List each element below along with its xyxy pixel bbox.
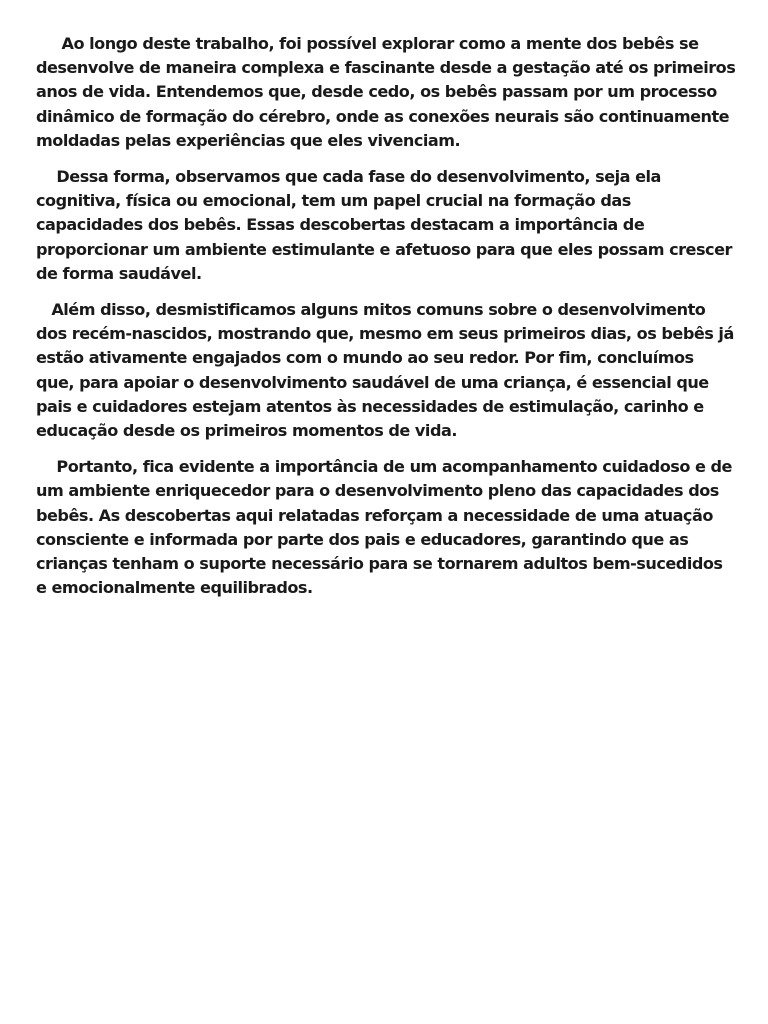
paragraph-2: Dessa forma, observamos que cada fase do desenvolvimento, seja ela cognitiva, física ou emocional, tem um papel crucial na formação das capacidades dos bebês. Essas descobertas destacam a importância de proporcionar um ambiente estimulante e afetuoso para que eles possam crescer de forma saudável. [36,167,738,283]
paragraph-4: Portanto, fica evidente a importância de um acompanhamento cuidadoso e de um ambiente enriquecedor para o desenvolvimento pleno das capacidades dos bebês. As descobertas aqui relatadas reforçam a necessidade de uma atuação consciente e informada por parte dos pais e educadores, garantindo que as crianças tenham o suporte necessário para se tornarem adultos bem-sucedidos e emocionalmente equilibrados. [36,457,738,598]
paragraph-3: Além disso, desmistificamos alguns mitos comuns sobre o desenvolvimento dos recém-nascidos, mostrando que, mesmo em seus primeiros dias, os bebês já estão ativamente engajados com o mundo ao seu redor. Por fim, concluímos que, para apoiar o desenvolvimento saudável de uma criança, é essencial que pais e cuidadores estejam atentos às necessidades de estimulação, carinho e educação desde os primeiros momentos de vida. [36,300,739,441]
paragraph-1: Ao longo deste trabalho, foi possível explorar como a mente dos bebês se desenvolve de maneira complexa e fascinante desde a gestação até os primeiros anos de vida. Entendemos que, desde cedo, os bebês passam por um processo dinâmico de formação do cérebro, onde as conexões neurais são continuamente moldadas pelas experiências que eles vivenciam. [36,34,741,150]
document-body [36,32,741,612]
